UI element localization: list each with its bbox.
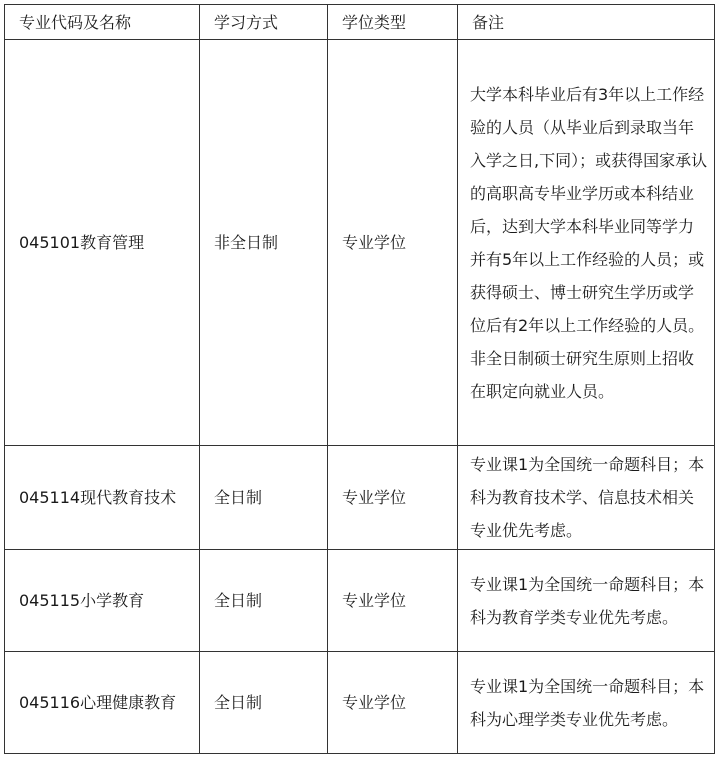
cell-major: 045116心理健康教育 — [5, 652, 200, 754]
cell-note: 专业课1为全国统一命题科目；本科为教育学类专业优先考虑。 — [458, 550, 715, 652]
cell-major: 045101教育管理 — [5, 40, 200, 446]
table-header-row — [5, 5, 715, 40]
cell-degree-type: 专业学位 — [328, 550, 458, 652]
table-row — [5, 446, 715, 550]
cell-study-mode: 全日制 — [200, 446, 328, 550]
program-table — [4, 4, 715, 754]
cell-study-mode: 全日制 — [200, 652, 328, 754]
cell-note: 大学本科毕业后有3年以上工作经验的人员（从毕业后到录取当年入学之日,下同）；或获得国家承认的高职高专毕业学历或本科结业后，达到大学本科毕业同等学力并有5年以上工作经验的人员；或获得硕士、博士研究生学历或学位后有2年以上工作经验的人员。非全日制硕士研究生原则上招收在职定向就业人员。 — [458, 40, 715, 446]
header-study-mode: 学习方式 — [200, 5, 328, 40]
cell-note: 专业课1为全国统一命题科目；本科为教育技术学、信息技术相关专业优先考虑。 — [458, 446, 715, 550]
cell-major: 045115小学教育 — [5, 550, 200, 652]
cell-major: 045114现代教育技术 — [5, 446, 200, 550]
cell-degree-type: 专业学位 — [328, 652, 458, 754]
table-row — [5, 652, 715, 754]
cell-degree-type: 专业学位 — [328, 40, 458, 446]
cell-study-mode: 全日制 — [200, 550, 328, 652]
header-note: 备注 — [458, 5, 715, 40]
table-row — [5, 550, 715, 652]
header-major: 专业代码及名称 — [5, 5, 200, 40]
cell-note: 专业课1为全国统一命题科目；本科为心理学类专业优先考虑。 — [458, 652, 715, 754]
header-degree-type: 学位类型 — [328, 5, 458, 40]
cell-degree-type: 专业学位 — [328, 446, 458, 550]
table-row — [5, 40, 715, 446]
cell-study-mode: 非全日制 — [200, 40, 328, 446]
